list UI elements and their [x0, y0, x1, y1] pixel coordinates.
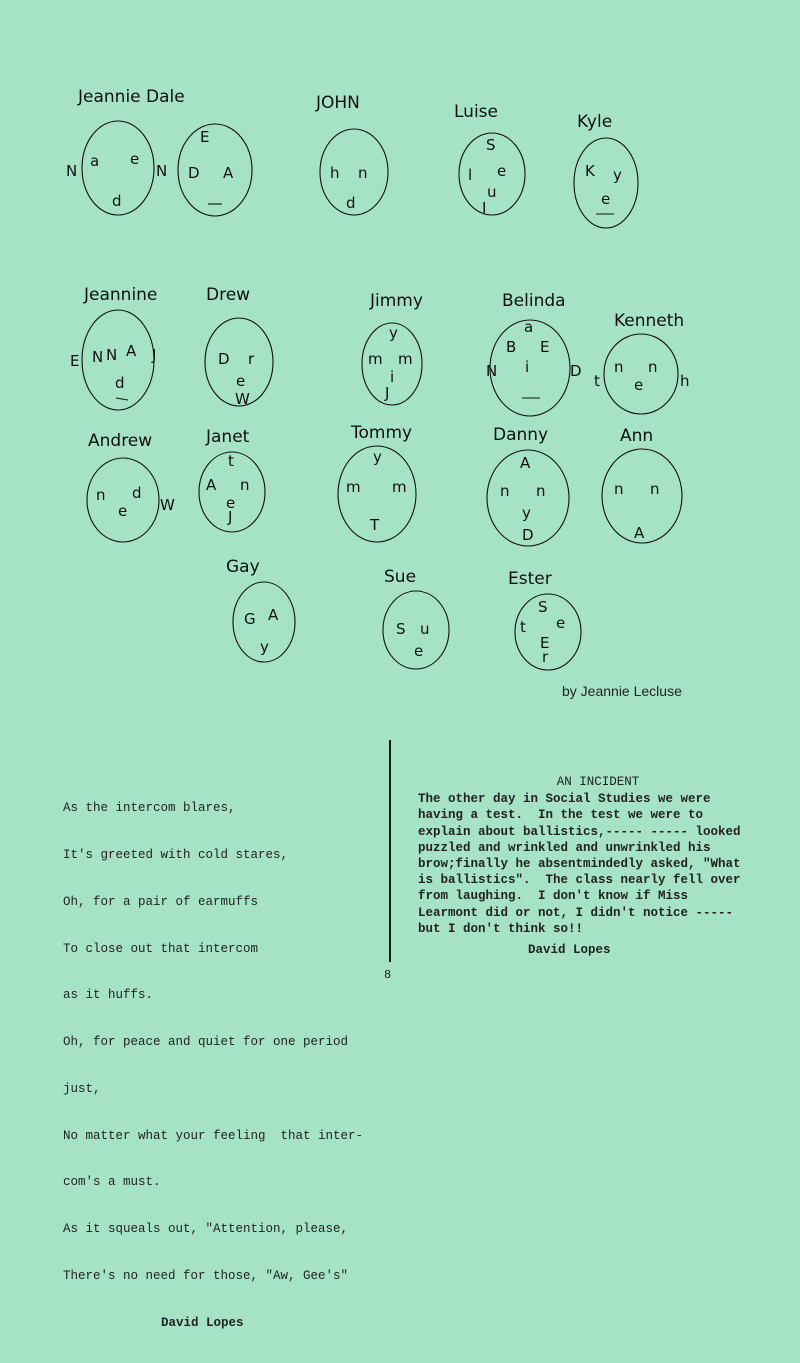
face-letter: d	[115, 374, 125, 392]
face-letter: n	[240, 476, 250, 494]
face-letter: u	[487, 183, 497, 201]
face-letter: i	[390, 368, 395, 386]
poem-line: As the intercom blares,	[63, 801, 236, 816]
poem	[63, 770, 383, 1363]
face-letter: t	[594, 372, 600, 390]
face-letter: t	[520, 618, 526, 636]
poem-line: just,	[63, 1081, 101, 1096]
face-letter: y	[260, 638, 269, 656]
face-letter: N	[106, 346, 118, 364]
face-letter: N	[156, 162, 168, 180]
face-name: Danny	[493, 425, 549, 445]
face-letter: e	[118, 502, 128, 520]
face-name: Sue	[384, 567, 417, 587]
face-letter: e	[634, 376, 644, 394]
face-letter: A	[520, 454, 531, 472]
face-name: Kyle	[577, 112, 613, 132]
face-letter: e	[497, 162, 507, 180]
poem-line: No matter what your feeling that inter-	[63, 1128, 364, 1143]
face-letter: u	[420, 620, 430, 638]
face-name: Belinda	[502, 291, 566, 311]
face-letter: y	[522, 504, 531, 522]
face-letter: D	[188, 164, 200, 182]
face-letter: J	[385, 384, 390, 402]
face-letter: N	[486, 362, 498, 380]
face-name: Luise	[454, 102, 498, 122]
face-mouth	[116, 398, 128, 400]
face-letter: n	[648, 358, 658, 376]
face-name: Andrew	[88, 431, 153, 451]
face-letter: T	[370, 516, 380, 534]
page-number: 8	[384, 968, 392, 982]
face-letter: e	[226, 494, 236, 512]
face-letter: S	[486, 136, 496, 154]
face-letter: m	[368, 350, 383, 368]
face-name: Ann	[620, 426, 654, 446]
poem-line: It's greeted with cold stares,	[63, 847, 289, 862]
face-letter: E	[540, 634, 550, 652]
face-letter: e	[236, 372, 246, 390]
face-letter: h	[680, 372, 690, 390]
byline: by Jeannie Lecluse	[562, 683, 682, 699]
poem-line: As it squeals out, "Attention, please,	[63, 1222, 349, 1237]
face-name: JOHN	[316, 93, 360, 113]
face-letter: y	[613, 166, 622, 184]
face-name: Drew	[206, 285, 251, 305]
face-name: Ester	[508, 569, 552, 589]
face-name: Tommy	[351, 423, 413, 443]
face-letter: E	[540, 338, 550, 356]
poem-line: There's no need for those, "Aw, Gee's"	[63, 1269, 349, 1283]
face-letter: d	[346, 194, 356, 212]
face-letter: t	[228, 452, 234, 470]
face-letter: y	[373, 448, 382, 466]
poem-line: com's a must.	[63, 1175, 161, 1190]
face-letter: B	[506, 338, 517, 356]
face-letter: n	[500, 482, 510, 500]
face-letter: a	[90, 152, 100, 170]
face-letter: r	[248, 350, 255, 368]
face-letter: D	[522, 526, 534, 544]
poem-author: David Lopes	[161, 1315, 244, 1330]
face-letter: n	[614, 480, 624, 498]
face-letter: e	[414, 642, 424, 660]
face-letter: W	[235, 390, 250, 408]
column-divider	[389, 740, 391, 962]
face-letter: e	[556, 614, 566, 632]
face-letter: A	[126, 342, 137, 360]
face-name: Jeannine	[84, 285, 158, 305]
poem-line: as it huffs.	[63, 988, 154, 1003]
face-letter: l	[468, 166, 473, 184]
face-letter: G	[244, 610, 256, 628]
incident-body: The other day in Social Studies we were having a test. In the test we were to explain about ballistics,----- ----- looked puzzled and wrinkled and unwrinkled his brow;finally he absentmindedly asked, "What is ballistics". The class nearly fell over from laughing. I don't know if Miss Learmont did or not, I didn't notice ----- but I don't think so!!	[418, 792, 749, 936]
face-letter: S	[538, 598, 548, 616]
face-letter: d	[132, 484, 142, 502]
face-letter: m	[392, 478, 407, 496]
face-letter: J	[228, 508, 233, 526]
face-letter: e	[130, 150, 140, 168]
face-letter: n	[650, 480, 660, 498]
face-letter: S	[396, 620, 406, 638]
face-name: Janet	[206, 427, 250, 447]
face-letter: N	[92, 348, 104, 366]
face-letter: y	[389, 324, 398, 342]
face-letter: A	[268, 606, 279, 624]
face-letter: n	[614, 358, 624, 376]
face-name: Gay	[226, 557, 260, 577]
face-name: Jimmy	[370, 291, 423, 311]
face-letter: D	[570, 362, 582, 380]
face-letter: E	[200, 128, 210, 146]
face-letter: r	[542, 648, 549, 666]
poem-line: Oh, for peace and quiet for one period	[63, 1035, 349, 1050]
face-letter: a	[524, 318, 534, 336]
incident-article	[418, 774, 748, 958]
face-letter: W	[160, 496, 175, 514]
face-letter: N	[66, 162, 78, 180]
face-letter: m	[398, 350, 413, 368]
incident-author: David Lopes	[528, 943, 611, 958]
poem-line: To close out that intercom	[63, 941, 259, 956]
face-letter: n	[358, 164, 368, 182]
face-letter: I	[482, 199, 487, 217]
face-letter: K	[585, 162, 595, 180]
face-letter: i	[525, 358, 530, 376]
face-letter: E	[70, 352, 80, 370]
face-letter: n	[536, 482, 546, 500]
face-letter: A	[223, 164, 234, 182]
face-letter: A	[206, 476, 217, 494]
face-letter: n	[96, 486, 106, 504]
face-letter: e	[601, 190, 611, 208]
face-letter: h	[330, 164, 340, 182]
face-letter: d	[112, 192, 122, 210]
incident-title: AN INCIDENT	[556, 775, 640, 789]
face-letter: J	[152, 346, 157, 364]
face-name: Jeannie Dale	[78, 87, 185, 107]
face-letter: m	[346, 478, 361, 496]
poem-line: Oh, for a pair of earmuffs	[63, 894, 259, 909]
face-letter: D	[218, 350, 230, 368]
face-name: Kenneth	[614, 311, 685, 331]
face-letter: A	[634, 524, 645, 542]
